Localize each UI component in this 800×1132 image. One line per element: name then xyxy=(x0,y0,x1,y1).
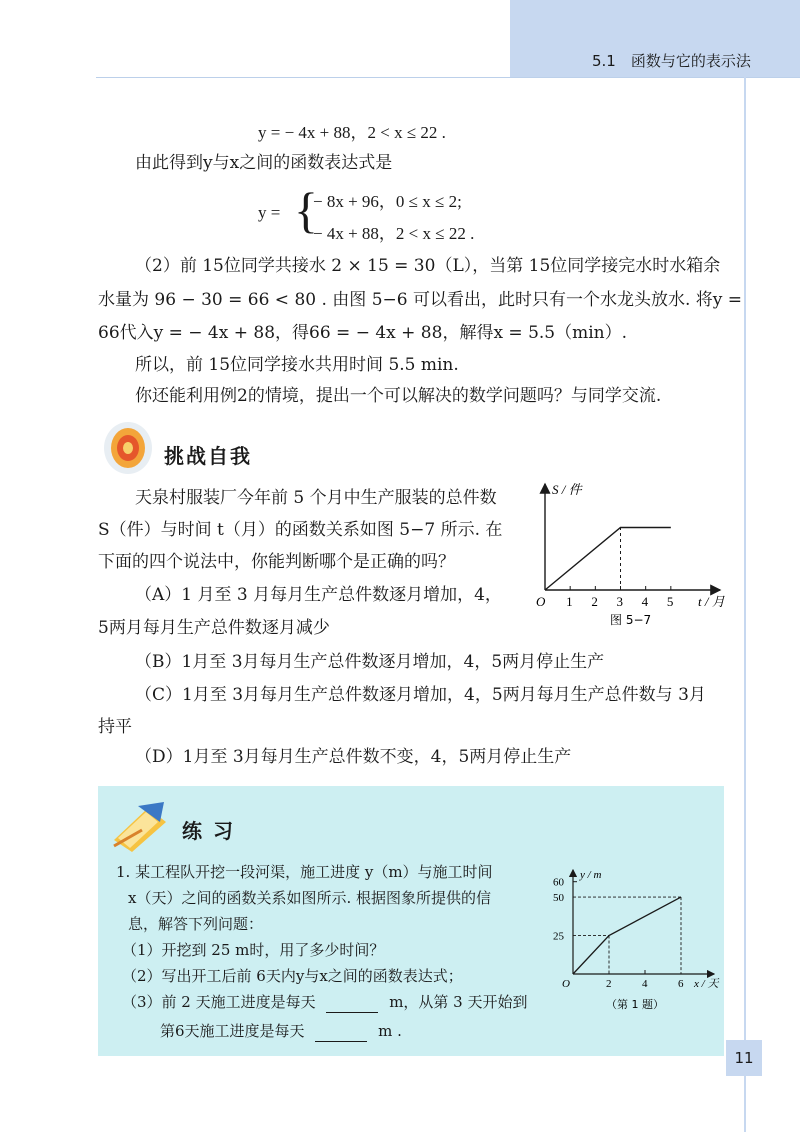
sub-3-text-d: m . xyxy=(378,1022,402,1040)
option-c-line-2: 持平 xyxy=(98,717,132,737)
fig2-x-label: x / 天 xyxy=(694,978,719,990)
fig1-series-line xyxy=(545,528,671,591)
part2-line-4: 所以，前 15位同学接水共用时间 5.5 min. xyxy=(135,355,459,375)
fig1-x-tick-label: 2 xyxy=(591,594,598,609)
practice-q1-line-3: 息，解答下列问题： xyxy=(128,915,264,933)
right-margin-rule xyxy=(744,77,746,1132)
practice-title: 练 习 xyxy=(182,819,235,843)
fig1-y-label: S / 件 xyxy=(552,482,582,497)
option-a-line-2: 5两月每月生产总件数逐月减少 xyxy=(98,618,330,638)
fig1-x-tick-label: 5 xyxy=(666,594,674,609)
answer-blank-1[interactable] xyxy=(326,992,378,1013)
fig1-x-tick-label: 1 xyxy=(566,594,573,609)
part2-line-1: （2）前 15位同学共接水 2 × 15 = 30（L），当第 15位同学接完水时水箱余 xyxy=(135,256,721,276)
fig1-x-tick-label: 3 xyxy=(616,594,623,609)
fig2-y-label: y / m xyxy=(580,869,602,881)
piecewise-brace: { xyxy=(294,182,318,238)
figure-practice-1 xyxy=(548,862,724,1022)
fig2-x-tick-label: 2 xyxy=(606,978,612,990)
fig1-x-label: t / 月 xyxy=(698,594,725,609)
figure-5-7 xyxy=(520,476,730,646)
fig1-origin: O xyxy=(536,594,546,609)
piecewise-case-1: − 8x + 96，0 ≤ x ≤ 2; xyxy=(313,192,462,211)
practice-icon xyxy=(108,800,172,854)
challenge-icon xyxy=(102,418,154,476)
piecewise-lhs: y = xyxy=(258,203,281,222)
fig2-y-tick-label: 50 xyxy=(553,892,564,905)
challenge-line-3: 下面的四个说法中，你能判断哪个是正确的吗？ xyxy=(98,552,455,572)
section-header: 5.1 函数与它的表示法 xyxy=(592,52,751,70)
part2-line-3: 66代入y = − 4x + 88，得66 = − 4x + 88，解得x = 5.5（min）. xyxy=(98,323,628,343)
intro-line: 由此得到y与x之间的函数表达式是 xyxy=(135,153,393,173)
practice-sub-2: （2）写出开工后前 6天内y与x之间的函数表达式； xyxy=(122,967,463,985)
challenge-title: 挑战自我 xyxy=(164,444,252,468)
page-number: 11 xyxy=(734,1049,754,1067)
formula-line: y = − 4x + 88，2 < x ≤ 22 . xyxy=(258,123,446,142)
header-rule xyxy=(96,77,800,78)
challenge-line-1: 天泉村服装厂今年前 5 个月中生产服装的总件数 xyxy=(135,488,497,508)
part2-line-5: 你还能利用例2的情境，提出一个可以解决的数学问题吗？与同学交流. xyxy=(135,386,662,406)
answer-blank-2[interactable] xyxy=(315,1021,367,1042)
fig2-x-tick-label: 4 xyxy=(642,978,648,990)
challenge-line-2: S（件）与时间 t（月）的函数关系如图 5−7 所示. 在 xyxy=(98,520,503,540)
part2-line-2: 水量为 96 − 30 = 66 < 80 . 由图 5−6 可以看出，此时只有一个水龙头放水. 将y = xyxy=(98,290,743,310)
sub-3-text-a: （3）前 2 天施工进度是每天 xyxy=(122,993,316,1011)
option-c-line-1: （C）1月至 3月每月生产总件数逐月增加，4，5两月每月生产总件数与 3月 xyxy=(135,685,706,705)
fig2-y-tick-label: 25 xyxy=(553,930,564,943)
sub-3-text-b: m，从第 3 天开始到 xyxy=(389,993,528,1011)
practice-q1-line-2: x（天）之间的函数关系如图所示. 根据图象所提供的信 xyxy=(128,889,491,907)
practice-sub-3-line-1 xyxy=(122,992,528,1013)
fig2-x-tick-label: 6 xyxy=(678,978,684,990)
option-a-line-1: （A）1 月至 3 月每月生产总件数逐月增加，4， xyxy=(135,585,502,605)
sub-3-text-c: 第6天施工进度是每天 xyxy=(160,1022,305,1040)
option-d: （D）1月至 3月每月生产总件数不变，4，5两月停止生产 xyxy=(135,747,572,767)
piecewise-case-2: − 4x + 88，2 < x ≤ 22 . xyxy=(313,224,475,243)
practice-sub-3-line-2 xyxy=(160,1021,402,1042)
practice-q1-line-1: 1. 某工程队开挖一段河渠，施工进度 y（m）与施工时间 xyxy=(116,863,493,881)
fig2-caption: （第 1 题） xyxy=(606,998,664,1011)
fig2-y-tick-label: 60 xyxy=(553,876,564,889)
fig1-caption: 图 5−7 xyxy=(610,613,652,627)
fig2-origin: O xyxy=(562,978,570,990)
option-b: （B）1月至 3月每月生产总件数逐月增加，4，5两月停止生产 xyxy=(135,652,605,672)
practice-sub-1: （1）开挖到 25 m时，用了多少时间？ xyxy=(122,941,385,959)
fig1-x-tick-label: 4 xyxy=(641,594,649,609)
